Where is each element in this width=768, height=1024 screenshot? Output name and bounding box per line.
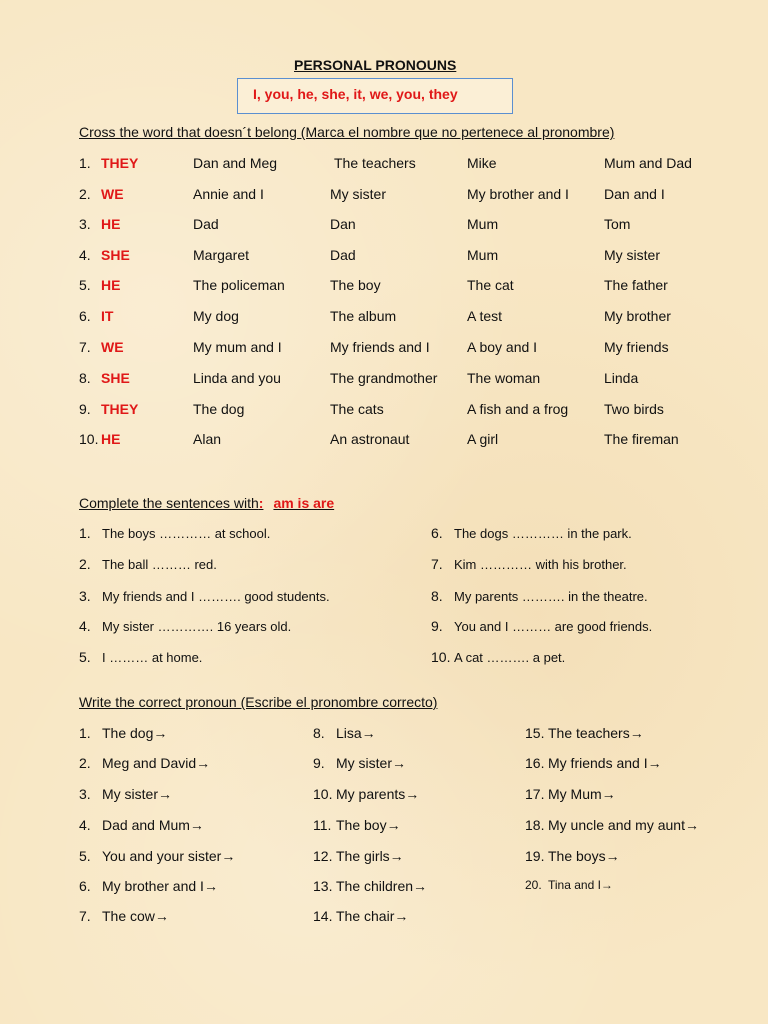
item-number: 15.: [525, 725, 545, 741]
item-text: Tina and I→: [548, 878, 613, 892]
option-cell: My brother and I: [467, 186, 569, 202]
item-number: 6.: [431, 525, 443, 541]
list-item: [79, 649, 202, 665]
item-text: Dad and Mum→: [102, 817, 204, 833]
option-cell: Annie and I: [193, 186, 264, 202]
item-number: 12.: [313, 848, 333, 864]
list-item: [431, 649, 565, 665]
list-item: [79, 786, 172, 802]
option-cell: Tom: [604, 216, 631, 232]
item-number: 18.: [525, 817, 545, 833]
item-text: My parents→: [336, 786, 420, 802]
item-text: The boys→: [548, 848, 620, 864]
option-cell: Alan: [193, 431, 222, 447]
list-item: [79, 725, 167, 741]
option-cell: The grandmother: [330, 370, 438, 386]
item-text: The dogs ………… in the park.: [454, 526, 632, 541]
list-item: [79, 848, 235, 864]
item-text: The chair→: [336, 908, 409, 924]
item-text: My parents ………. in the theatre.: [454, 589, 648, 604]
row-number: 9.: [79, 401, 91, 417]
item-text: Kim ………… with his brother.: [454, 557, 627, 572]
item-number: 19.: [525, 848, 545, 864]
item-number: 11.: [313, 817, 332, 833]
item-number: 1.: [79, 725, 91, 741]
list-item: [313, 755, 406, 771]
option-cell: Mum: [467, 247, 499, 263]
list-item: [431, 588, 648, 604]
section1-instruction: Cross the word that doesn´t belong (Marca el nombre que no pertenece al pronombre): [79, 124, 615, 140]
item-number: 6.: [79, 878, 91, 894]
item-text: My friends and I ………. good students.: [102, 589, 330, 604]
item-number: 8.: [431, 588, 443, 604]
item-number: 20.: [525, 878, 542, 892]
item-text: The children→: [336, 878, 428, 894]
list-item: [313, 725, 376, 741]
option-cell: My sister: [330, 186, 386, 202]
item-text: The teachers→: [548, 725, 644, 741]
option-cell: Dan and Meg: [193, 155, 278, 171]
list-item: [313, 848, 404, 864]
row-pronoun: HE: [101, 431, 121, 447]
item-number: 8.: [313, 725, 325, 741]
item-number: 4.: [79, 817, 91, 833]
option-cell: Dad: [193, 216, 219, 232]
list-item: [525, 786, 616, 802]
item-number: 1.: [79, 525, 91, 541]
row-pronoun: WE: [101, 339, 124, 355]
item-text: You and your sister→: [102, 848, 236, 864]
option-cell: Linda: [604, 370, 639, 386]
option-cell: The teachers: [334, 155, 416, 171]
row-number: 8.: [79, 370, 91, 386]
list-item: [525, 725, 644, 741]
item-text: Meg and David→: [102, 755, 211, 771]
option-cell: The album: [330, 308, 397, 324]
option-cell: Two birds: [604, 401, 664, 417]
option-cell: A girl: [467, 431, 499, 447]
item-text: My sister …………. 16 years old.: [102, 619, 292, 634]
row-pronoun: THEY: [101, 155, 139, 171]
option-cell: Dan and I: [604, 186, 665, 202]
pronoun-list: I, you, he, she, it, we, you, they: [253, 86, 458, 102]
row-number: 7.: [79, 339, 91, 355]
row-pronoun: SHE: [101, 247, 130, 263]
item-number: 13.: [313, 878, 333, 894]
item-text: My Mum→: [548, 786, 616, 802]
item-number: 16.: [525, 755, 545, 771]
item-number: 5.: [79, 848, 91, 864]
list-item: [313, 908, 408, 924]
list-item: [79, 618, 291, 634]
list-item: [313, 817, 401, 833]
list-item: [79, 755, 210, 771]
list-item: [431, 556, 627, 572]
row-pronoun: THEY: [101, 401, 139, 417]
pronoun-box: [237, 78, 513, 114]
row-pronoun: SHE: [101, 370, 130, 386]
page-title: PERSONAL PRONOUNS: [294, 57, 457, 73]
item-number: 9.: [431, 618, 443, 634]
item-number: 10.: [431, 649, 451, 665]
option-cell: My mum and I: [193, 339, 282, 355]
item-text: My friends and I→: [548, 755, 662, 771]
item-text: I ……… at home.: [102, 650, 203, 665]
row-number: 6.: [79, 308, 91, 324]
row-pronoun: HE: [101, 216, 121, 232]
row-number: 5.: [79, 277, 91, 293]
item-number: 3.: [79, 588, 91, 604]
item-text: The boys ………… at school.: [102, 526, 271, 541]
item-number: 10.: [313, 786, 333, 802]
list-item: [525, 848, 620, 864]
option-cell: A test: [467, 308, 503, 324]
option-cell: Dan: [330, 216, 356, 232]
option-cell: A fish and a frog: [467, 401, 569, 417]
item-number: 2.: [79, 755, 91, 771]
option-cell: The cat: [467, 277, 514, 293]
option-cell: Linda and you: [193, 370, 281, 386]
list-item: [79, 908, 169, 924]
list-item: [79, 525, 270, 541]
option-cell: My friends: [604, 339, 669, 355]
list-item: [79, 817, 204, 833]
list-item: [525, 817, 699, 833]
item-text: My sister→: [336, 755, 406, 771]
list-item: [431, 525, 632, 541]
section2-verbs: am is are: [273, 495, 335, 511]
row-number: 1.: [79, 155, 91, 171]
option-cell: The father: [604, 277, 668, 293]
item-text: My uncle and my aunt→: [548, 817, 699, 833]
item-text: Lisa→: [336, 725, 376, 741]
item-text: The ball ……… red.: [102, 557, 217, 572]
option-cell: Mum: [467, 216, 499, 232]
list-item: [79, 556, 217, 572]
option-cell: My dog: [193, 308, 239, 324]
item-number: 2.: [79, 556, 91, 572]
row-number: 2.: [79, 186, 91, 202]
section2-instruction: [79, 495, 334, 511]
section3-instruction: Write the correct pronoun (Escribe el pronombre correcto): [79, 694, 438, 710]
list-item: [79, 588, 330, 604]
option-cell: The cats: [330, 401, 384, 417]
item-text: A cat ………. a pet.: [454, 650, 566, 665]
option-cell: Dad: [330, 247, 356, 263]
item-number: 14.: [313, 908, 333, 924]
item-text: My sister→: [102, 786, 172, 802]
list-item: [313, 786, 419, 802]
list-item: [525, 878, 613, 892]
option-cell: My sister: [604, 247, 660, 263]
item-text: My brother and I→: [102, 878, 218, 894]
item-number: 17.: [525, 786, 545, 802]
option-cell: Mike: [467, 155, 497, 171]
option-cell: Margaret: [193, 247, 250, 263]
section2-instruction-text: Complete the sentences with: [79, 495, 259, 511]
option-cell: My brother: [604, 308, 671, 324]
row-pronoun: HE: [101, 277, 121, 293]
item-number: 3.: [79, 786, 91, 802]
row-pronoun: IT: [101, 308, 114, 324]
option-cell: Mum and Dad: [604, 155, 692, 171]
item-text: The cow→: [102, 908, 169, 924]
list-item: [525, 755, 662, 771]
option-cell: The dog: [193, 401, 245, 417]
row-number: 3.: [79, 216, 91, 232]
row-pronoun: WE: [101, 186, 124, 202]
option-cell: The boy: [330, 277, 381, 293]
option-cell: The woman: [467, 370, 541, 386]
row-number: 10.: [79, 431, 99, 447]
option-cell: The fireman: [604, 431, 679, 447]
row-number: 4.: [79, 247, 91, 263]
option-cell: A boy and I: [467, 339, 538, 355]
item-number: 4.: [79, 618, 91, 634]
list-item: [431, 618, 652, 634]
option-cell: My friends and I: [330, 339, 430, 355]
item-text: The boy→: [336, 817, 401, 833]
item-text: The girls→: [336, 848, 404, 864]
item-text: The dog→: [102, 725, 168, 741]
list-item: [313, 878, 427, 894]
item-number: 7.: [431, 556, 443, 572]
option-cell: An astronaut: [330, 431, 410, 447]
item-number: 5.: [79, 649, 91, 665]
item-number: 9.: [313, 755, 325, 771]
item-number: 7.: [79, 908, 91, 924]
section2-colon: :: [258, 495, 264, 511]
option-cell: The policeman: [193, 277, 285, 293]
list-item: [79, 878, 218, 894]
item-text: You and I ……… are good friends.: [454, 619, 653, 634]
